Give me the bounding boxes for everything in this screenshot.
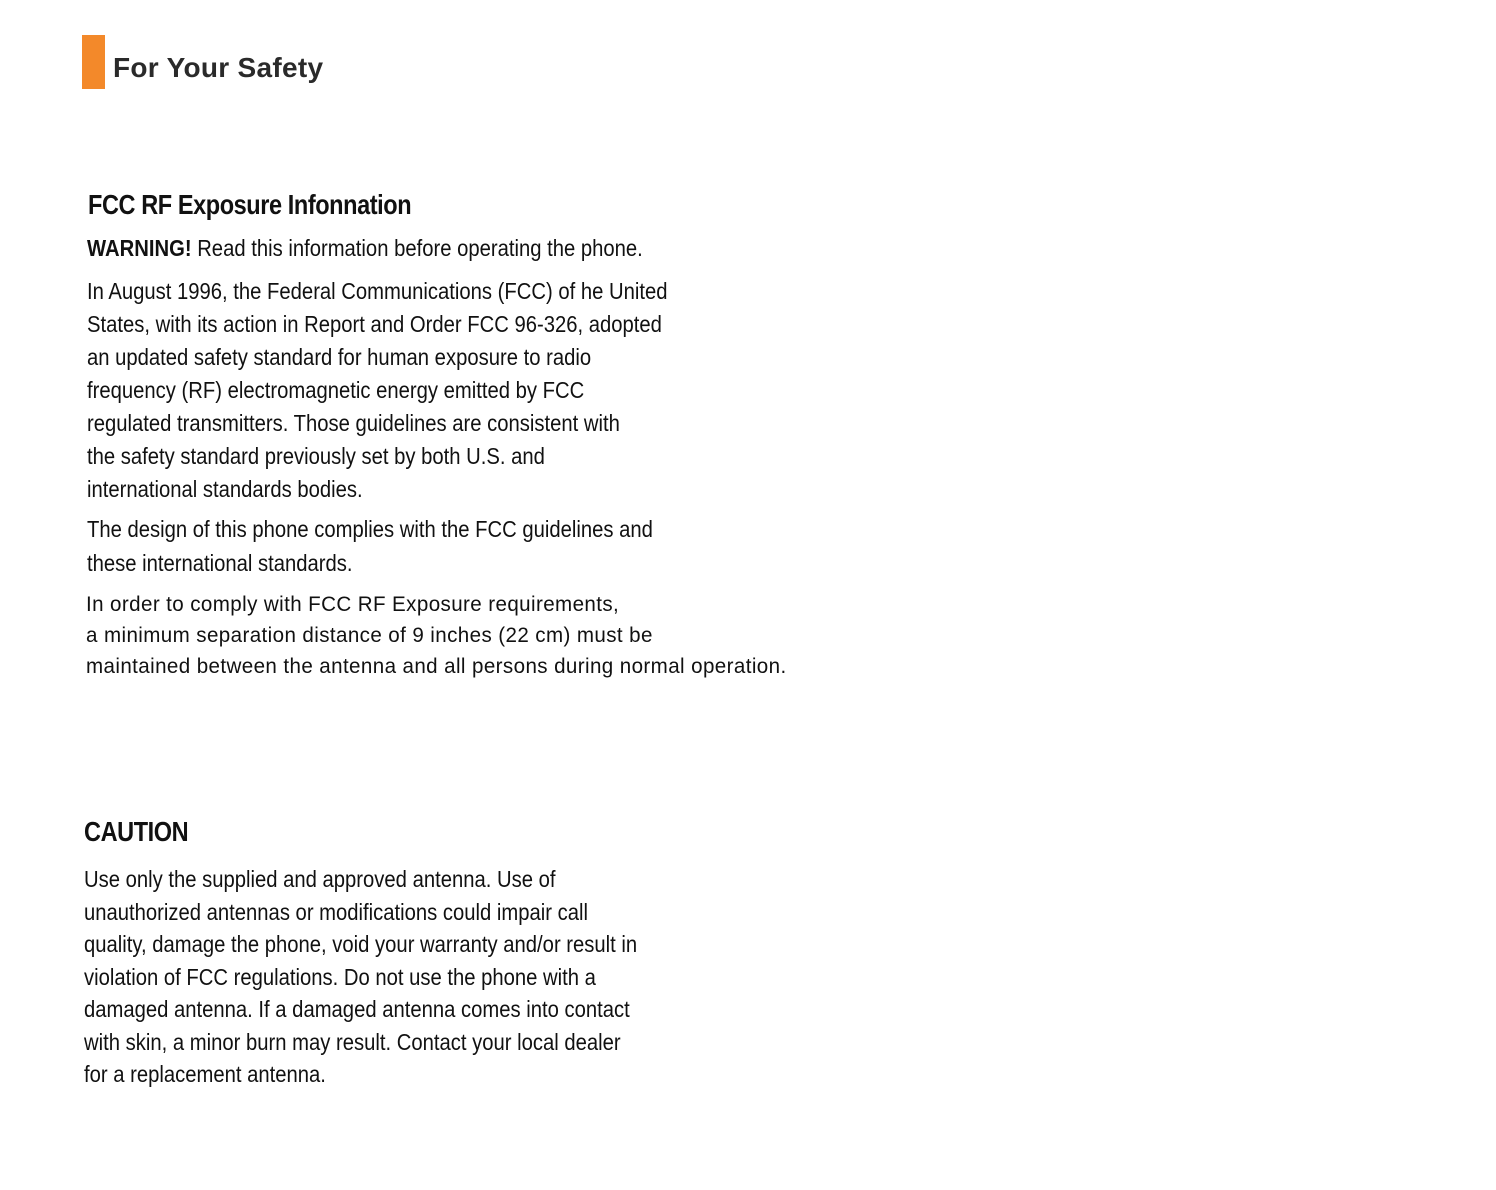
paragraph-line: with skin, a minor burn may result. Contact your local dealer [84, 1028, 621, 1055]
paragraph-line: quality, damage the phone, void your warranty and/or result in [84, 931, 638, 957]
warning-text: Read this information before operating the phone. [191, 235, 643, 261]
fcc-paragraph-1 [87, 275, 747, 506]
fcc-heading: FCC RF Exposure Infonnation [88, 189, 412, 220]
fcc-paragraph-3 [86, 589, 801, 682]
paragraph-line: maintained between the antenna and all persons during normal operation. [86, 655, 787, 678]
fcc-warning [87, 232, 719, 264]
paragraph-line: In order to comply with FCC RF Exposure requirements, [86, 593, 620, 616]
paragraph-line: regulated transmitters. Those guidelines are consistent with [87, 410, 620, 436]
paragraph-line: Use only the supplied and approved antenna. Use of [84, 866, 556, 892]
paragraph-line: States, with its action in Report and Order FCC 96-326, adopted [87, 311, 662, 337]
paragraph-line: frequency (RF) electromagnetic energy emitted by FCC [87, 377, 585, 403]
paragraph-line: a minimum separation distance of 9 inches (22 cm) must be [86, 624, 653, 647]
paragraph-line: for a replacement antenna. [84, 1061, 326, 1087]
caution-paragraph [84, 863, 713, 1091]
header-accent-bar [82, 35, 105, 89]
paragraph-line: damaged antenna. If a damaged antenna comes into contact [84, 996, 630, 1022]
paragraph-line: The design of this phone complies with the FCC guidelines and [87, 516, 653, 542]
paragraph-line: violation of FCC regulations. Do not use the phone with a [84, 963, 596, 990]
paragraph-line: In August 1996, the Federal Communications (FCC) of he United [87, 278, 668, 304]
page-title: For Your Safety [113, 52, 324, 83]
caution-heading: CAUTION [84, 816, 189, 847]
warning-label: WARNING! [87, 235, 192, 261]
warning-line [87, 232, 643, 264]
paragraph-line: unauthorized antennas or modifications could impair call [84, 898, 589, 925]
paragraph-line: the safety standard previously set by both U.S. and [87, 443, 545, 469]
paragraph-line: an updated safety standard for human exposure to radio [87, 344, 592, 370]
paragraph-line: international standards bodies. [87, 476, 363, 502]
fcc-paragraph-2 [87, 512, 730, 580]
paragraph-line: these international standards. [87, 550, 353, 576]
